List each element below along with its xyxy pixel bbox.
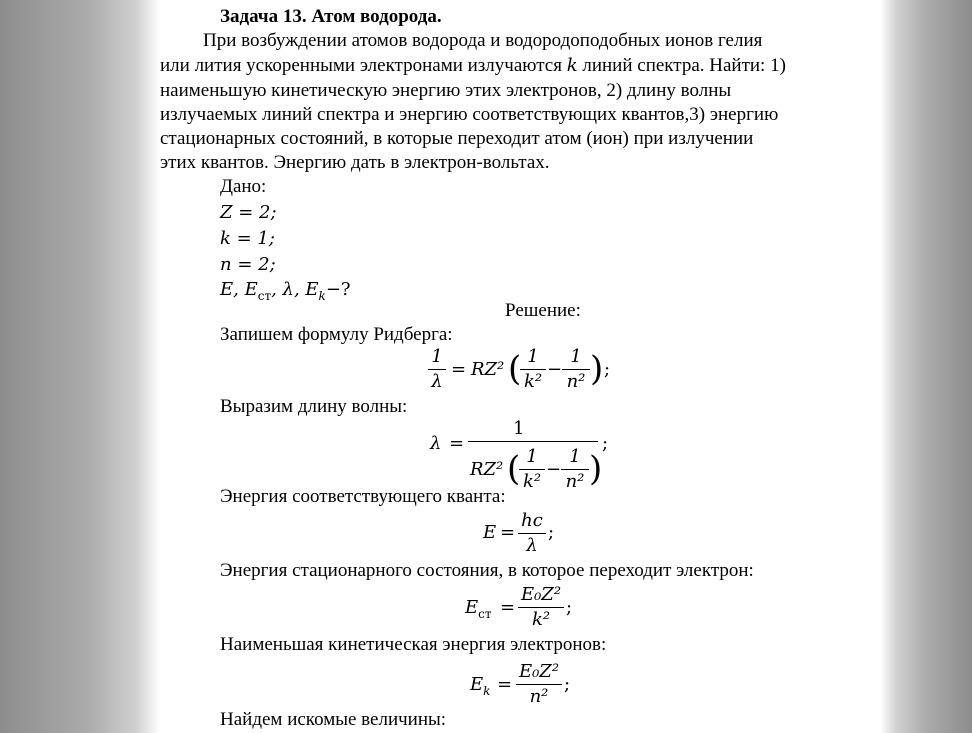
kin-E	[470, 674, 490, 697]
document-page	[160, 0, 880, 733]
kin-den: n²	[529, 686, 549, 707]
paragraph-line-3: наименьшую кинетическую энергию этих электронов, 2) длину волны	[160, 80, 732, 101]
wl-frac-k	[519, 446, 545, 493]
rydberg-lhs-den: λ	[431, 371, 443, 392]
st-E	[465, 597, 492, 620]
unknowns-sub-1: ст	[257, 289, 272, 303]
wl-paren-close: )	[589, 449, 603, 489]
rydberg-k-num: 1	[527, 346, 539, 367]
rydberg-n-den: n²	[566, 371, 586, 392]
wl-lambda: λ	[430, 433, 442, 454]
kin-eq: =	[497, 674, 513, 695]
paragraph-line-5: стационарных состояний, в которые переходит атом (ион) при излучении	[160, 128, 754, 149]
wl-paren-open: (	[507, 449, 521, 489]
unknowns-part-2: , λ, E	[271, 279, 319, 300]
wl-num: 1	[513, 418, 525, 439]
kin-bar	[516, 684, 562, 685]
task-title: Задача 13. Атом водорода.	[220, 6, 442, 27]
wl-main-bar	[468, 441, 598, 442]
given-n: n = 2;	[220, 254, 276, 275]
rydberg-lhs-bar	[428, 369, 446, 370]
rydberg-paren-open: (	[508, 349, 522, 389]
quantum-label: Энергия соответствующего кванта:	[220, 486, 506, 507]
rydberg-n-bar	[562, 369, 590, 370]
paragraph-text-2a: или лития ускоренными электронами излучаются	[160, 55, 562, 76]
find-label: Найдем искомые величины:	[220, 709, 447, 730]
paragraph-line-4: излучаемых линий спектра и энергию соответствующих квантов,3) энергию	[160, 104, 779, 125]
unknowns-sub-2: k	[318, 289, 326, 303]
rydberg-k-bar	[520, 369, 546, 370]
rydberg-semicolon: ;	[604, 359, 611, 380]
wl-k-den: k²	[522, 471, 542, 492]
st-fraction	[518, 584, 564, 631]
given-k: k = 1;	[220, 228, 275, 249]
stationary-label: Энергия стационарного состояния, в которое переходит электрон:	[220, 560, 754, 581]
unknowns-part-1: E, E	[220, 279, 258, 300]
q-num: hc	[521, 510, 543, 531]
rydberg-paren-close: )	[590, 349, 604, 389]
wl-n-num: 1	[569, 446, 581, 467]
wl-minus: −	[546, 459, 562, 480]
q-den: λ	[526, 535, 538, 556]
rydberg-frac-n	[562, 346, 590, 393]
rydberg-RZ2: RZ²	[471, 359, 505, 380]
kin-fraction	[516, 661, 562, 708]
rydberg-frac-k	[520, 346, 546, 393]
st-den: k²	[531, 609, 551, 630]
wl-semicolon: ;	[602, 433, 609, 454]
rydberg-lhs-num: 1	[431, 346, 443, 367]
left-margin-shade	[0, 0, 160, 733]
paragraph-line-1	[203, 30, 762, 52]
st-bar	[518, 607, 564, 608]
wl-n-bar	[561, 469, 589, 470]
paragraph-line-6: этих квантов. Энергию дать в электрон-вольтах.	[160, 152, 550, 173]
kin-E-sub: k	[483, 684, 491, 698]
k-symbol: k	[566, 55, 578, 76]
given-unknowns	[220, 279, 351, 302]
st-num: E₀Z²	[520, 584, 562, 605]
kin-E-letter: E	[470, 674, 484, 695]
wl-frac-n	[561, 446, 589, 493]
rydberg-label: Запишем формулу Ридберга:	[220, 324, 453, 345]
q-fraction	[518, 510, 546, 557]
rydberg-eq: =	[451, 359, 467, 380]
kin-num: E₀Z²	[518, 661, 560, 682]
st-semicolon: ;	[566, 597, 573, 618]
wl-eq: =	[449, 433, 465, 454]
st-eq: =	[500, 597, 516, 618]
wl-n-den: n²	[565, 471, 585, 492]
kin-semicolon: ;	[564, 674, 571, 695]
q-bar	[518, 533, 546, 534]
paragraph-text-1: При возбуждении атомов водорода и водородоподобных ионов гелия	[203, 30, 763, 51]
st-E-letter: E	[465, 597, 479, 618]
given-label: Дано:	[220, 176, 267, 197]
q-E: E	[483, 522, 497, 543]
wl-RZ2: RZ²	[470, 459, 504, 480]
solution-heading: Решение:	[505, 300, 581, 321]
unknowns-tail: −?	[325, 279, 351, 300]
q-semicolon: ;	[548, 522, 555, 543]
wl-k-num: 1	[526, 446, 538, 467]
st-E-sub: ст	[478, 607, 492, 621]
rydberg-n-num: 1	[570, 346, 582, 367]
express-label: Выразим длину волны:	[220, 396, 408, 417]
kinetic-label: Наименьшая кинетическая энергия электронов:	[220, 634, 607, 655]
rydberg-minus: −	[547, 359, 563, 380]
rydberg-k-den: k²	[523, 371, 543, 392]
paragraph-line-2	[160, 55, 786, 77]
q-eq: =	[500, 522, 516, 543]
given-Z: Z = 2;	[220, 202, 277, 223]
rydberg-lhs-fraction	[428, 346, 446, 393]
paragraph-text-2b: линий спектра. Найти: 1)	[582, 55, 786, 76]
right-margin-shade	[880, 0, 972, 733]
wl-k-bar	[519, 469, 545, 470]
